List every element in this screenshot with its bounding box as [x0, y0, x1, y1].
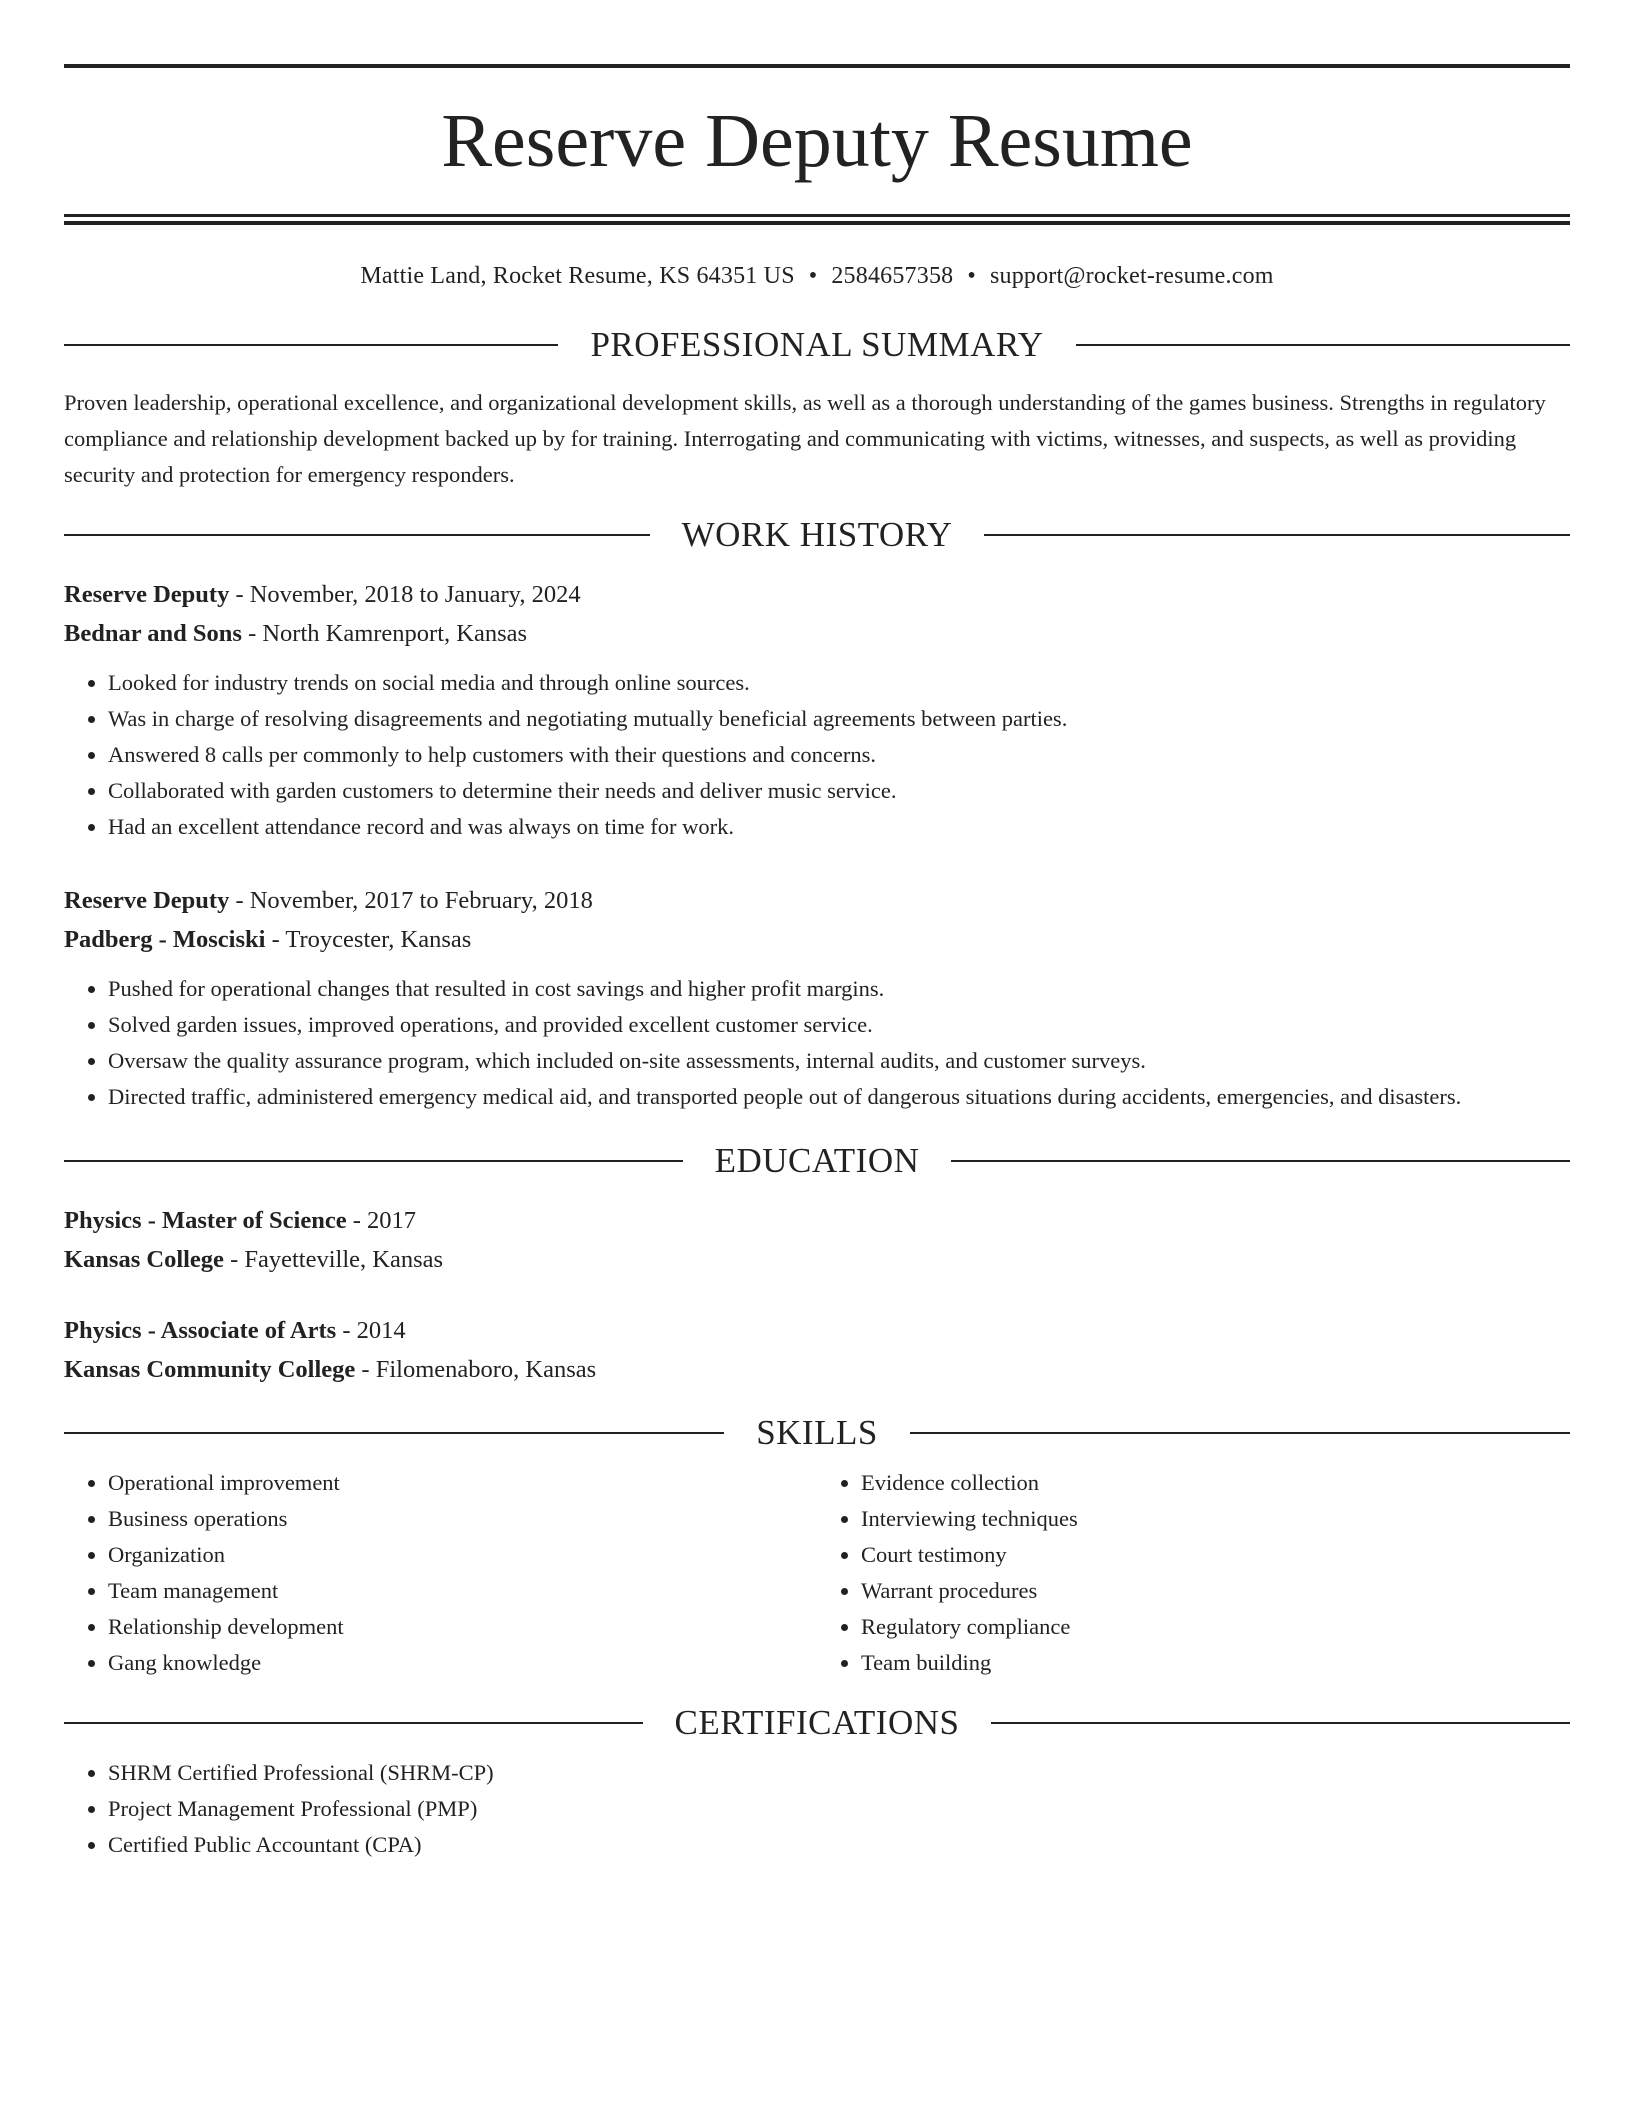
section-header-summary: [64, 325, 1570, 365]
contact-phone: 2584657358: [831, 263, 954, 289]
divider-line: [64, 1432, 724, 1434]
section-header-work: [64, 515, 1570, 555]
list-item: • Team management: [108, 1573, 817, 1609]
list-item: • Organization: [108, 1537, 817, 1573]
list-item: • Solved garden issues, improved operations, and provided excellent customer service.: [108, 1007, 1570, 1043]
section-title-education: EDUCATION: [714, 1141, 920, 1180]
list-item: • Evidence collection: [861, 1465, 1570, 1501]
list-item: • Oversaw the quality assurance program, which included on-site assessments, internal audits, and customer surveys.: [108, 1043, 1570, 1079]
section-title-work: WORK HISTORY: [681, 515, 953, 554]
degree: Physics - Associate of Arts: [64, 1317, 337, 1344]
list-item: • Had an excellent attendance record and was always on time for work.: [108, 809, 1570, 845]
school-location: - Fayetteville, Kansas: [223, 1246, 444, 1273]
title-double-rule: [64, 214, 1570, 225]
summary-text: Proven leadership, operational excellence, and organizational development skills, as well as a thorough understanding of the games business. Strengths in regulatory compliance and relationship development backed up by for training. Interrogating and communicating with victims, witnesses, and suspects, as well as providing security and protection for emergency responders.: [64, 390, 1546, 487]
job-bullets: [64, 971, 1570, 1115]
job-title: Reserve Deputy: [64, 581, 230, 608]
job-title-line: [64, 575, 1570, 614]
divider-line: [984, 534, 1570, 536]
section-header-certifications: [64, 1703, 1570, 1743]
job-dates: - November, 2017 to February, 2018: [229, 887, 593, 914]
list-item: • Court testimony: [861, 1537, 1570, 1573]
job-entry: [64, 575, 1570, 845]
section-header-skills: [64, 1413, 1570, 1453]
education-entry: [64, 1201, 1570, 1279]
section-title-skills: SKILLS: [756, 1413, 878, 1452]
degree-year: - 2014: [336, 1317, 406, 1344]
list-item: • Answered 8 calls per commonly to help customers with their questions and concerns.: [108, 737, 1570, 773]
top-rule: [64, 64, 1570, 68]
contact-separator: •: [808, 263, 818, 289]
list-item: • Was in charge of resolving disagreements and negotiating mutually beneficial agreements between parties.: [108, 701, 1570, 737]
job-location: - Troycester, Kansas: [265, 926, 472, 953]
divider-line: [64, 1160, 683, 1162]
contact-line: [64, 261, 1570, 291]
list-item: • Directed traffic, administered emergency medical aid, and transported people out of dangerous situations during accidents, emergencies, and disasters.: [108, 1079, 1570, 1115]
job-company-line: [64, 920, 1570, 959]
skills-column-right: [817, 1465, 1570, 1681]
list-item: • Certified Public Accountant (CPA): [108, 1827, 1570, 1863]
job-company-line: [64, 614, 1570, 653]
divider-line: [1076, 344, 1570, 346]
list-item: • Pushed for operational changes that resulted in cost savings and higher profit margins.: [108, 971, 1570, 1007]
skills-grid: [64, 1465, 1570, 1681]
school-line: [64, 1240, 1570, 1279]
section-header-education: [64, 1141, 1570, 1181]
certifications-list: [64, 1755, 1570, 1863]
divider-line: [991, 1722, 1570, 1724]
school-location: - Filomenaboro, Kansas: [355, 1356, 597, 1383]
job-company: Bednar and Sons: [64, 620, 242, 647]
contact-address: Mattie Land, Rocket Resume, KS 64351 US: [360, 263, 795, 289]
school-line: [64, 1350, 1570, 1389]
list-item: • Gang knowledge: [108, 1645, 817, 1681]
contact-separator: •: [967, 263, 976, 289]
list-item: • Business operations: [108, 1501, 817, 1537]
section-title-certifications: CERTIFICATIONS: [674, 1703, 960, 1742]
section-title-summary: PROFESSIONAL SUMMARY: [590, 325, 1044, 364]
degree-line: [64, 1311, 1570, 1350]
divider-line: [910, 1432, 1570, 1434]
job-company: Padberg - Mosciski: [64, 926, 266, 953]
job-entry: [64, 881, 1570, 1115]
list-item: • Collaborated with garden customers to determine their needs and deliver music service.: [108, 773, 1570, 809]
school: Kansas Community College: [64, 1356, 356, 1383]
list-item: • Project Management Professional (PMP): [108, 1791, 1570, 1827]
job-title-line: [64, 881, 1570, 920]
divider-line: [64, 344, 558, 346]
job-dates: - November, 2018 to January, 2024: [229, 581, 581, 608]
education-entry: [64, 1311, 1570, 1389]
list-item: • Team building: [861, 1645, 1570, 1681]
degree-year: - 2017: [346, 1207, 417, 1234]
list-item: • Looked for industry trends on social media and through online sources.: [108, 665, 1570, 701]
contact-email: support@rocket-resume.com: [989, 263, 1274, 289]
divider-line: [64, 1722, 643, 1724]
job-location: - North Kamrenport, Kansas: [241, 620, 528, 647]
divider-line: [951, 1160, 1570, 1162]
degree-line: [64, 1201, 1570, 1240]
list-item: • Operational improvement: [108, 1465, 817, 1501]
list-item: • Warrant procedures: [861, 1573, 1570, 1609]
skills-column-left: [64, 1465, 817, 1681]
list-item: • Relationship development: [108, 1609, 817, 1645]
resume-page: [64, 64, 1570, 1863]
degree: Physics - Master of Science: [64, 1207, 347, 1234]
school: Kansas College: [64, 1246, 224, 1273]
list-item: • Regulatory compliance: [861, 1609, 1570, 1645]
resume-title: Reserve Deputy Resume: [441, 99, 1193, 183]
divider-line: [64, 534, 650, 536]
job-bullets: [64, 665, 1570, 845]
list-item: • Interviewing techniques: [861, 1501, 1570, 1537]
list-item: • SHRM Certified Professional (SHRM-CP): [108, 1755, 1570, 1791]
job-title: Reserve Deputy: [64, 887, 230, 914]
